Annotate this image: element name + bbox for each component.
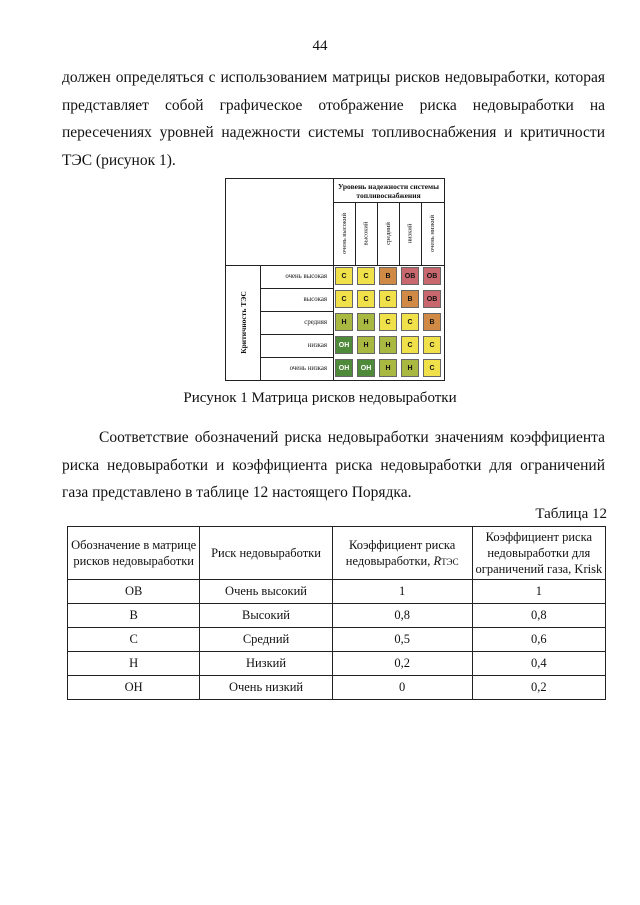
table-label: Таблица 12 [535, 506, 607, 522]
matrix-row-label: низкая [307, 342, 327, 349]
matrix-col-very-high: очень высокий [340, 213, 348, 254]
header-code: Обозначение в матрице рисков недовыработки [68, 527, 200, 580]
cell-code: В [68, 604, 200, 628]
paragraph-intro: должен определяться с использованием матрицы рисков недовыработки, которая представляет собой графическое отображение риска недовыработки на пересечениях уровней надежности системы топливоснабжения и критичности ТЭС (рисунок 1). [62, 69, 605, 169]
cell-coefficient: 1 [332, 580, 472, 604]
cell-coefficient-gas: 1 [472, 580, 605, 604]
matrix-cell: В [423, 313, 441, 331]
cell-risk: Очень низкий [200, 676, 332, 700]
matrix-cell: ОН [357, 359, 375, 377]
matrix-col-high: высокий [362, 221, 370, 246]
matrix-cell: Н [379, 359, 397, 377]
cell-coefficient-gas: 0,2 [472, 676, 605, 700]
matrix-cell: С [401, 336, 419, 354]
risk-coefficient-table [67, 526, 606, 700]
matrix-row-label: очень высокая [285, 273, 327, 280]
cell-coefficient-gas: 0,4 [472, 652, 605, 676]
matrix-header: Уровень надежности системы топливоснабжения [337, 182, 440, 200]
matrix-cell: С [379, 290, 397, 308]
matrix-cell: ОН [335, 359, 353, 377]
matrix-cell: ОВ [401, 267, 419, 285]
matrix-cell: ОВ [423, 267, 441, 285]
cell-risk: Средний [200, 628, 332, 652]
matrix-row-label: средняя [304, 319, 327, 326]
table-row [68, 604, 606, 628]
cell-code: С [68, 628, 200, 652]
matrix-cell: Н [335, 313, 353, 331]
cell-code: ОН [68, 676, 200, 700]
matrix-cell: В [401, 290, 419, 308]
figure-caption: Рисунок 1 Матрица рисков недовыработки [183, 390, 457, 406]
matrix-cell: Н [401, 359, 419, 377]
matrix-cell: С [335, 267, 353, 285]
table-header-row [68, 527, 606, 580]
matrix-cell: С [379, 313, 397, 331]
cell-coefficient: 0,5 [332, 628, 472, 652]
matrix-cell: ОВ [423, 290, 441, 308]
matrix-cell: С [357, 290, 375, 308]
matrix-col-low: низкий [406, 223, 414, 244]
matrix-cell: В [379, 267, 397, 285]
page-number: 44 [312, 38, 328, 54]
paragraph-correspondence: Соответствие обозначений риска недовыработки значениям коэффициента риска недовыработки и коэффициента риска недовыработки для ограничений газа представлено в таблице 12 настоящего Порядка. [62, 429, 605, 501]
matrix-col-very-low: очень низкий [428, 215, 436, 252]
cell-coefficient: 0,8 [332, 604, 472, 628]
table-row [68, 676, 606, 700]
header-coefficient-gas: Коэффициент риска недовыработки для ограничений газа, Krisk [472, 527, 605, 580]
matrix-col-medium: средний [384, 222, 392, 245]
cell-coefficient: 0 [332, 676, 472, 700]
risk-matrix-figure [225, 178, 445, 381]
matrix-cell: С [357, 267, 375, 285]
cell-code: ОВ [68, 580, 200, 604]
matrix-cell: С [423, 336, 441, 354]
cell-coefficient: 0,2 [332, 652, 472, 676]
matrix-cell: С [335, 290, 353, 308]
matrix-cell: Н [357, 336, 375, 354]
matrix-cell: ОН [335, 336, 353, 354]
cell-risk: Высокий [200, 604, 332, 628]
cell-coefficient-gas: 0,8 [472, 604, 605, 628]
matrix-cell: С [423, 359, 441, 377]
matrix-cell: Н [379, 336, 397, 354]
table-row [68, 652, 606, 676]
matrix-cell: С [401, 313, 419, 331]
cell-coefficient-gas: 0,6 [472, 628, 605, 652]
cell-code: Н [68, 652, 200, 676]
matrix-cell: Н [357, 313, 375, 331]
matrix-row-label: очень низкая [289, 365, 327, 372]
cell-risk: Очень высокий [200, 580, 332, 604]
cell-risk: Низкий [200, 652, 332, 676]
matrix-row-label: высокая [303, 296, 327, 303]
matrix-y-label: Критичность ТЭС [238, 291, 248, 354]
table-row [68, 628, 606, 652]
table-row [68, 580, 606, 604]
header-risk: Риск недовыработки [200, 527, 332, 580]
header-coefficient: Коэффициент риска недовыработки, RТЭС [332, 527, 472, 580]
